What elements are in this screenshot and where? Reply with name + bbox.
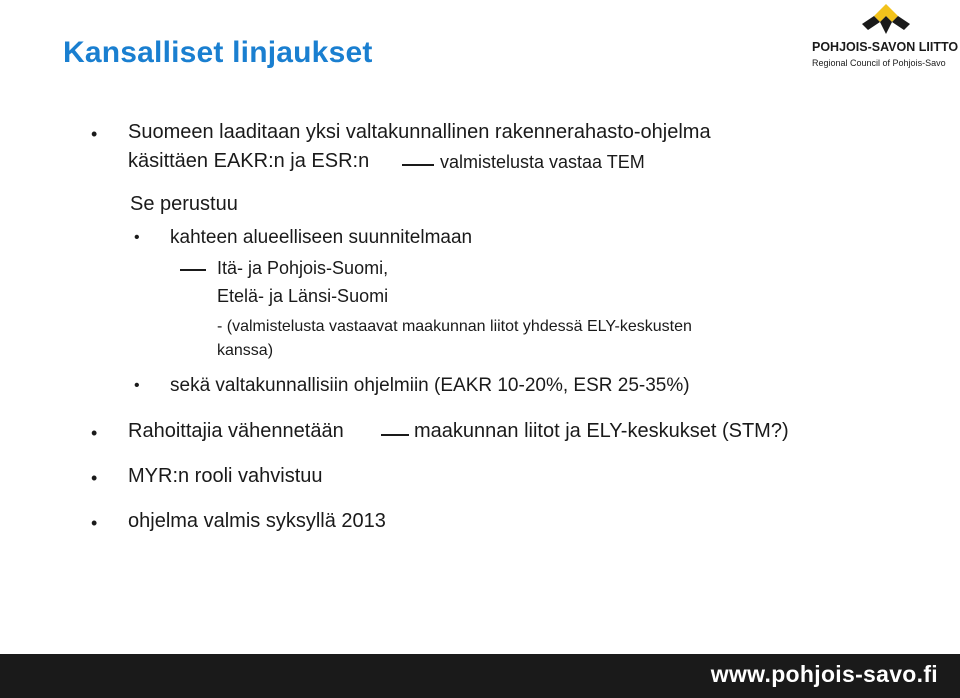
sub-item-etela-lansi: Etelä- ja Länsi-Suomi (217, 286, 389, 306)
footer-website-url: www.pohjois-savo.fi (710, 661, 938, 687)
dash-separator (381, 434, 409, 436)
bullet-1-line-1: Suomeen laaditaan yksi valtakunnallinen rakennerahasto-ohjelma (128, 121, 711, 143)
slide-title: Kansalliset linjaukset (63, 36, 373, 69)
footer-bar (0, 654, 960, 698)
bullet-1-line-2: käsittäen EAKR:n ja ESR:n (128, 150, 370, 172)
bullet-marker: • (91, 423, 98, 443)
bullet-3: MYR:n rooli vahvistuu (128, 465, 323, 487)
bullet-1-line-2-rest: valmistelusta vastaa TEM (440, 152, 645, 172)
bullet-marker: • (91, 513, 98, 533)
bullet-2-part-2: maakunnan liitot ja ELY-keskukset (STM?) (414, 420, 789, 442)
dash-separator (402, 164, 434, 166)
sub-item-valmistelusta-line-1: - (valmistelusta vastaavat maakunnan liitot yhdessä ELY-keskusten (217, 318, 692, 335)
bullet-2-part-1: Rahoittajia vähennetään (128, 420, 344, 442)
se-perustuu-label: Se perustuu (130, 193, 238, 215)
bullet-marker: • (134, 377, 140, 394)
sub-item-valmistelusta-line-2: kanssa) (217, 342, 274, 359)
bullet-4: ohjelma valmis syksyllä 2013 (128, 510, 386, 532)
sub-bullet-1: kahteen alueelliseen suunnitelmaan (170, 227, 473, 248)
logo-subtitle: Regional Council of Pohjois-Savo (812, 58, 946, 68)
bullet-marker: • (91, 468, 98, 488)
organization-logo (808, 0, 960, 76)
regional-emblem-icon (854, 0, 918, 40)
bullet-marker: • (134, 229, 140, 246)
sub-item-ita-pohjois: Itä- ja Pohjois-Suomi, (217, 258, 389, 278)
dash-marker (180, 269, 206, 271)
logo-name: POHJOIS-SAVON LIITTO (812, 40, 959, 54)
sub-bullet-2: sekä valtakunnallisiin ohjelmiin (EAKR 10-20%, ESR 25-35%) (170, 375, 690, 396)
bullet-marker: • (91, 124, 98, 144)
